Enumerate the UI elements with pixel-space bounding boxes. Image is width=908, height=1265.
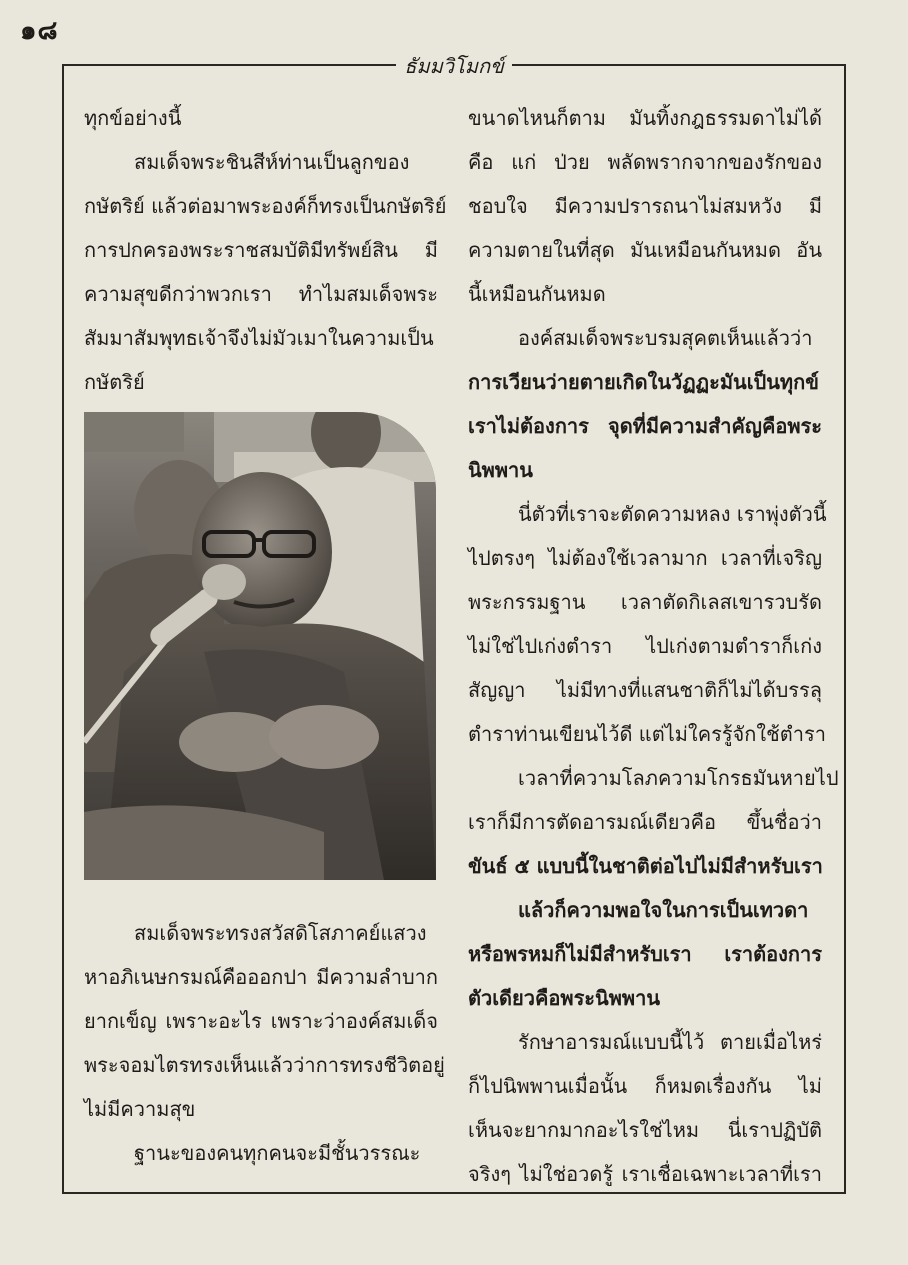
text-line: ไม่มีความสุข	[84, 1097, 196, 1121]
text-line: นิพพาน	[468, 458, 533, 482]
text-line: กษัตริย์	[84, 370, 145, 394]
text-line: พระจอมไตรทรงเห็นแล้วว่าการทรงชีวิตอยู่	[84, 1053, 445, 1077]
text-line: การปกครองพระราชสมบัติมีทรัพย์สิน มี	[84, 238, 438, 262]
text-line: ขนาดไหนก็ตาม มันทิ้งกฎธรรมดาไม่ได้	[468, 106, 822, 130]
text-line: การเวียนว่ายตายเกิดในวัฏฏะมันเป็นทุกข์	[468, 370, 819, 394]
text-line: กษัตริย์ แล้วต่อมาพระองค์ก็ทรงเป็นกษัตริย์	[84, 194, 447, 218]
text-line: แล้วก็ความพอใจในการเป็นเทวดา	[518, 898, 809, 922]
text-line: เราไม่ต้องการ จุดที่มีความสำคัญคือพระ	[468, 414, 822, 438]
text-line: ขันธ์ ๕ แบบนี้ในชาติต่อไปไม่มีสำหรับเรา	[468, 854, 823, 878]
text-line: ตำราท่านเขียนไว้ดี แต่ไม่ใครรู้จักใช้ตำรา	[468, 722, 826, 746]
text-line: เห็นจะยากมากอะไรใช่ไหม นี่เราปฏิบัติ	[468, 1118, 822, 1142]
text-line: ความตายในที่สุด มันเหมือนกันหมด อัน	[468, 238, 822, 262]
text-line: ตัวเดียวคือพระนิพพาน	[468, 986, 660, 1010]
text-line: หาอภิเนษกรมณ์คือออกปา มีความลำบาก	[84, 965, 438, 989]
text-line: ฐานะของคนทุกคนจะมีชั้นวรรณะ	[134, 1141, 421, 1165]
right-column	[468, 96, 839, 1196]
text-line: สมเด็จพระชินสีห์ท่านเป็นลูกของ	[134, 150, 410, 174]
text-line: ก็ไปนิพพานเมื่อนั้น ก็หมดเรื่องกัน ไม่	[468, 1074, 822, 1098]
text-line: พระกรรมฐาน เวลาตัดกิเลสเขารวบรัด	[468, 590, 822, 614]
text-line: จริงๆ ไม่ใช่อวดรู้ เราเชื่อเฉพาะเวลาที่เรา	[468, 1162, 822, 1186]
text-line: คือ แก่ ป่วย พลัดพรากจากของรักของ	[468, 150, 822, 174]
text-line: ยากเข็ญ เพราะอะไร เพราะว่าองค์สมเด็จ	[84, 1009, 438, 1033]
left-column-top	[84, 96, 447, 404]
text-line: สัญญา ไม่มีทางที่แสนชาติก็ไม่ได้บรรลุ	[468, 678, 822, 702]
text-line: สมเด็จพระทรงสวัสดิโสภาคย์แสวง	[134, 921, 427, 945]
text-line: ทุกข์อย่างนี้	[84, 106, 182, 130]
text-line: นี่ตัวที่เราจะตัดความหลง เราพุ่งตัวนี้	[518, 502, 827, 526]
text-line: สัมมาสัมพุทธเจ้าจึงไม่มัวเมาในความเป็น	[84, 326, 434, 350]
text-line: ไปตรงๆ ไม่ต้องใช้เวลามาก เวลาที่เจริญ	[468, 546, 822, 570]
monk-photo-icon	[84, 412, 436, 880]
text-line: หรือพรหมก็ไม่มีสำหรับเรา เราต้องการ	[468, 942, 822, 966]
text-line: ความสุขดีกว่าพวกเรา ทำไมสมเด็จพระ	[84, 282, 438, 306]
running-header-text: ธัมมวิโมกข์	[396, 54, 512, 78]
running-header	[0, 50, 908, 82]
text-line: เวลาที่ความโลภความโกรธมันหายไป	[518, 766, 839, 790]
text-line: นี้เหมือนกันหมด	[468, 282, 606, 306]
text-line: รักษาอารมณ์แบบนี้ไว้ ตายเมื่อไหร่	[518, 1030, 822, 1054]
text-line: องค์สมเด็จพระบรมสุคตเห็นแล้วว่า	[518, 326, 813, 350]
left-column-bottom	[84, 911, 445, 1175]
text-line: เราก็มีการตัดอารมณ์เดียวคือ ขึ้นชื่อว่า	[468, 810, 822, 834]
text-line: ไม่ใช่ไปเก่งตำรา ไปเก่งตามตำราก็เก่ง	[468, 634, 822, 658]
text-line: ชอบใจ มีความปรารถนาไม่สมหวัง มี	[468, 194, 822, 218]
page-number: ๑๘	[20, 16, 59, 46]
